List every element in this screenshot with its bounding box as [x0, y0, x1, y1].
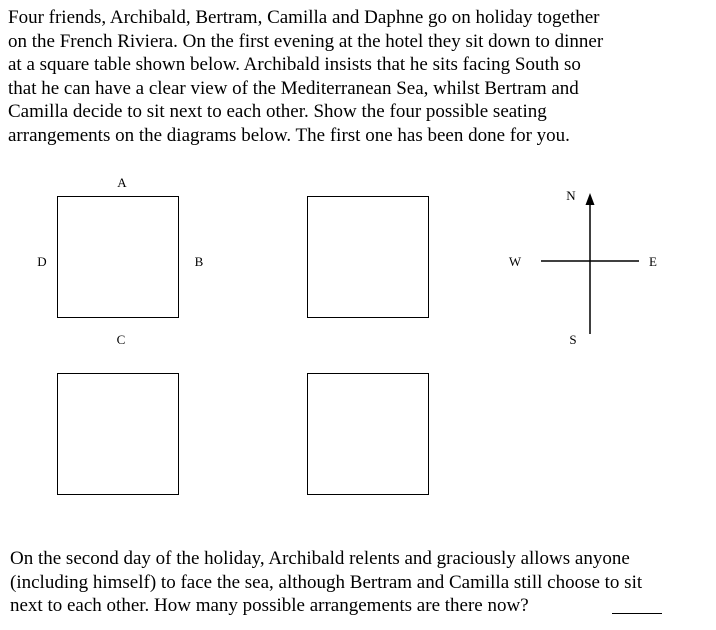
- intro-line: that he can have a clear view of the Mediterranean Sea, whilst Bertram and: [8, 77, 579, 99]
- intro-line: arrangements on the diagrams below. The first one has been done for you.: [8, 124, 570, 146]
- intro-line: at a square table shown below. Archibald insists that he sits facing South so: [8, 54, 581, 76]
- compass-label-west: W: [508, 254, 522, 269]
- compass-label-south: S: [569, 332, 577, 347]
- seat-label-east: B: [194, 254, 204, 269]
- intro-line: Camilla decide to sit next to each other. Show the four possible seating: [8, 101, 547, 123]
- compass-label-east: E: [649, 254, 657, 269]
- table-diagram-blank: [57, 373, 179, 495]
- table-diagram-blank: [307, 196, 429, 318]
- table-diagram-blank: [307, 373, 429, 495]
- seat-label-south: C: [116, 332, 126, 347]
- intro-line: on the French Riviera. On the first evening at the hotel they sit down to dinner: [8, 30, 604, 52]
- seat-label-west: D: [37, 254, 47, 269]
- problem-intro: [8, 6, 712, 148]
- question-line: next to each other. How many possible arrangements are there now?: [10, 595, 529, 617]
- compass-label-north: N: [566, 188, 576, 203]
- answer-blank-line[interactable]: [612, 613, 662, 614]
- question-line: On the second day of the holiday, Archibald relents and graciously allows anyone: [10, 548, 630, 569]
- table-diagram-example: [57, 196, 179, 318]
- seat-label-north: A: [117, 175, 127, 190]
- north-arrow-icon: [586, 193, 595, 205]
- intro-line: Four friends, Archibald, Bertram, Camilla and Daphne go on holiday together: [8, 7, 600, 28]
- follow-up-question: [10, 547, 714, 618]
- question-line: (including himself) to face the sea, although Bertram and Camilla still choose to sit: [10, 571, 643, 593]
